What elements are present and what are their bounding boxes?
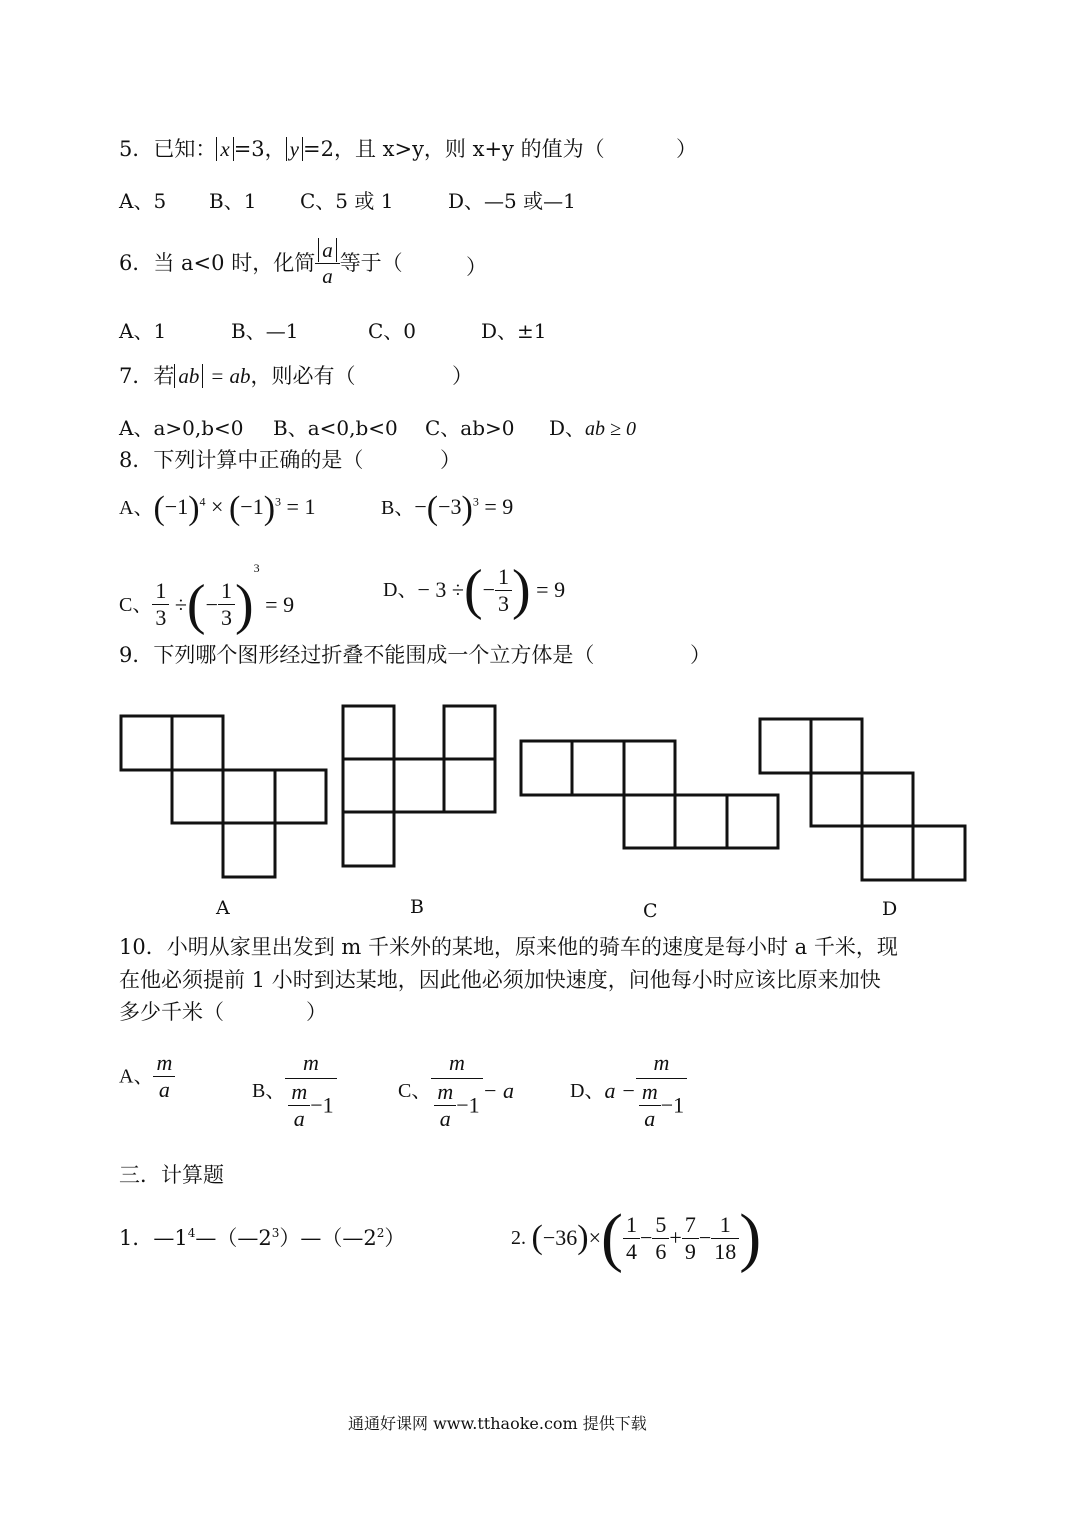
q5-blank-end: ） bbox=[676, 137, 697, 161]
q7-option-a: A、a>0,b<0 bbox=[119, 416, 244, 440]
q9-blank-end: ） bbox=[690, 643, 711, 667]
q8-option-c: C、 $\frac{1}{3}$ ÷(− $\frac{1}{3}$ )$^3$ = 9 bbox=[119, 561, 295, 636]
problem-2: 2. (−36)×( $\frac{1}{4}$ − $\frac{5}{6}$ + $\frac{7}{9}$ − $\frac{1}{18}$ ) bbox=[511, 1201, 762, 1274]
net-c bbox=[521, 741, 778, 848]
q10-blank-end: ） bbox=[306, 1000, 327, 1024]
net-c-label: C bbox=[643, 900, 658, 922]
q10-line2: 在他必须提前 1 小时到达某地，因此他必须加快速度，问他每小时应该比原来加快 bbox=[119, 968, 881, 992]
section3-title: 三．计算题 bbox=[119, 1163, 224, 1187]
q5-abs-y: y bbox=[286, 137, 303, 161]
q5-option-c: C、5 或 1 bbox=[300, 189, 394, 213]
q5-option-a: A、5 bbox=[119, 189, 167, 213]
q6-fraction: $\frac{a}{a}$ bbox=[315, 240, 340, 287]
net-b bbox=[343, 706, 495, 866]
q5-abs-x: x bbox=[216, 137, 233, 161]
q5-option-b: B、1 bbox=[209, 189, 257, 213]
net-a bbox=[121, 716, 326, 877]
net-b-label: B bbox=[410, 896, 424, 918]
q7-blank-end: ） bbox=[452, 364, 473, 388]
q9-stem: 9．下列哪个图形经过折叠不能围成一个立方体是（ bbox=[119, 643, 595, 667]
q7-stem: 7．若 ab = ab，则必有（ bbox=[119, 364, 356, 388]
net-d bbox=[760, 719, 965, 880]
q6-option-a: A、1 bbox=[119, 319, 167, 343]
q5-option-d: D、—5 或—1 bbox=[448, 189, 576, 213]
net-d-label: D bbox=[882, 898, 898, 920]
q6-option-b: B、—1 bbox=[231, 319, 299, 343]
q10-line1: 10．小明从家里出发到 m 千米外的某地，原来他的骑车的速度是每小时 a 千米，现 bbox=[119, 935, 898, 959]
q5-stem: 5．已知： x =3， y =2，且 x>y，则 x+y 的值为（ bbox=[119, 137, 605, 161]
q6-option-c: C、0 bbox=[368, 319, 417, 343]
q8-option-d: D、− 3 ÷(− $\frac{1}{3}$ ) = 9 bbox=[383, 559, 566, 621]
q8-option-b: B、$-(-3)^3 = 9$ bbox=[381, 490, 514, 527]
q8-option-a: A、$(-1)^4 \times (-1)^3 = 1$ bbox=[119, 490, 316, 527]
q6-stem: 6．当 a<0 时，化简 $\frac{a}{a}$ 等于（ bbox=[119, 238, 403, 288]
q8-blank-end: ） bbox=[440, 448, 461, 472]
q8-stem: 8．下列计算中正确的是（ bbox=[119, 448, 364, 472]
q6-option-d: D、±1 bbox=[481, 319, 547, 343]
cube-nets-figure bbox=[0, 700, 1087, 900]
net-a-label: A bbox=[216, 897, 230, 919]
q7-option-c: C、ab>0 bbox=[425, 416, 515, 440]
q6-blank-end: ） bbox=[466, 255, 487, 279]
q7-option-d: D、ab ≥ 0 bbox=[549, 416, 637, 440]
page-footer: 通通好课网 www.tthaoke.com 提供下载 bbox=[348, 1414, 647, 1433]
problem-1: 1．$—1^4—(—2^3)—(—2^2)$ bbox=[119, 1226, 406, 1250]
q10-option-d: D、a − m $\frac{m}{a}$ −1 bbox=[570, 1052, 687, 1130]
q10-option-a: A、 $\frac{m}{a}$ bbox=[119, 1052, 175, 1101]
q10-line3: 多少千米（ bbox=[119, 1000, 224, 1024]
q10-option-c: C、 m $\frac{m}{a}$ −1 − a bbox=[398, 1050, 515, 1131]
q7-option-b: B、a<0,b<0 bbox=[273, 416, 398, 440]
q10-option-b: B、 m $\frac{m}{a}$ −1 bbox=[252, 1052, 337, 1130]
